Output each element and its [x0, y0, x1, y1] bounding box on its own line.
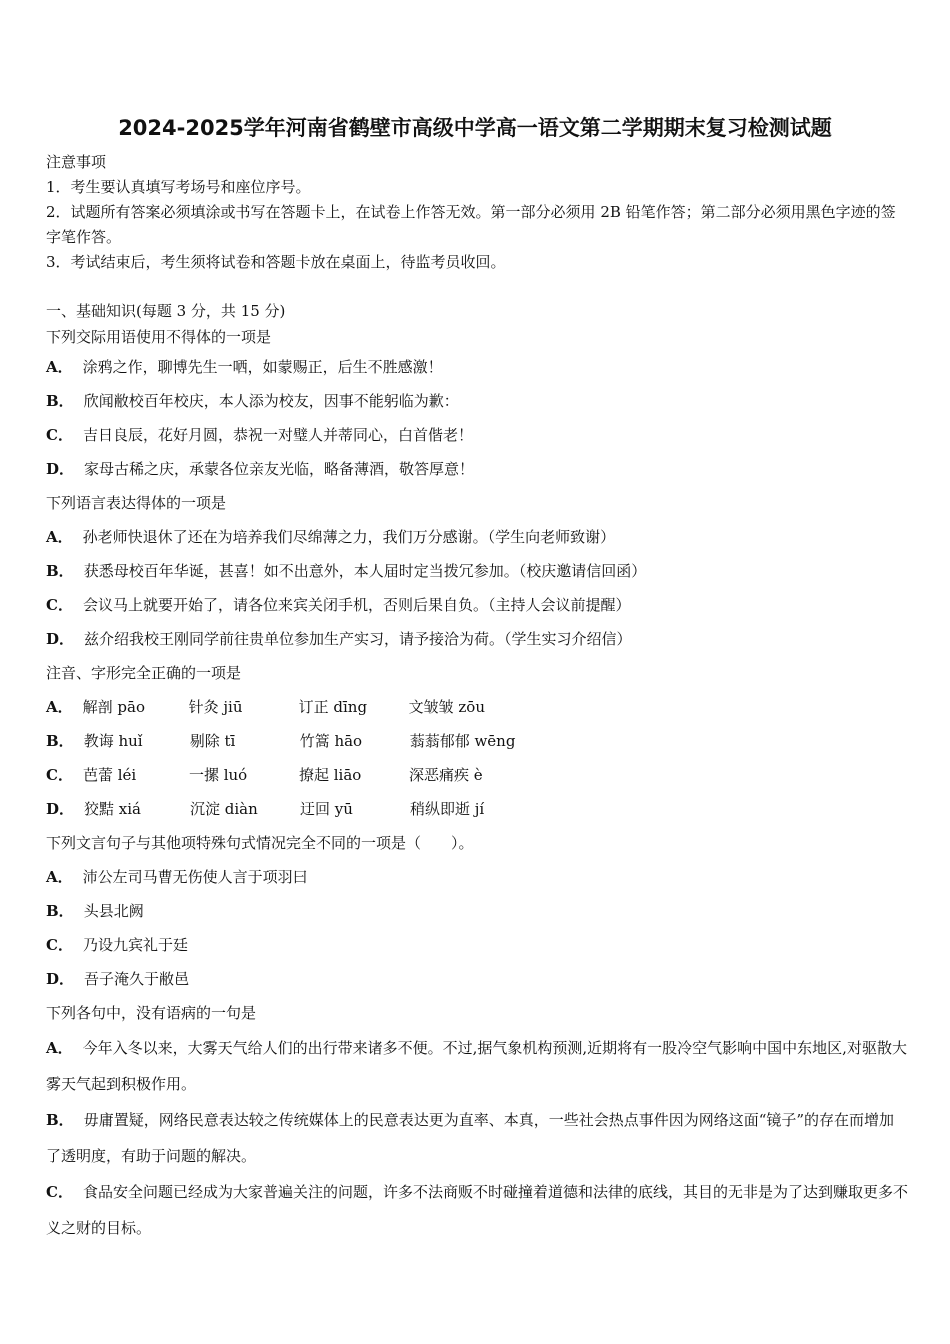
question-stem: 下列文言句子与其他项特殊句式情况完全不同的一项是（ ）。	[46, 834, 474, 852]
option-label: C．	[46, 1183, 73, 1201]
pinyin-item: 蓊蓊郁郁 wēng	[409, 732, 516, 750]
option-label: B．	[46, 392, 74, 410]
option-c	[46, 928, 908, 962]
notice-item: 2．试题所有答案必须填涂或书写在答题卡上，在试卷上作答无效。第一部分必须用 2B 铅笔作答；第二部分必须用黑色字迹的签字笔作答。	[46, 203, 896, 246]
pinyin-item: 竹篙 hāo	[299, 732, 363, 750]
pinyin-item: 稍纵即逝 jí	[410, 800, 485, 818]
page-title: 2024-2025学年河南省鹤壁市高级中学高一语文第二学期期末复习检测试题	[118, 116, 832, 140]
option-a	[46, 520, 908, 554]
option-label: D．	[46, 800, 75, 818]
option-a	[46, 690, 908, 724]
option-text: 孙老师快退休了还在为培养我们尽绵薄之力，我们万分感谢。（学生向老师致谢）	[82, 528, 616, 546]
notice-item: 3．考试结束后，考生须将试卷和答题卡放在桌面上，待监考员收回。	[46, 253, 506, 271]
option-b	[46, 384, 908, 418]
section-basic-knowledge	[46, 298, 908, 1246]
option-text: 吉日良辰，花好月圆，恭祝一对璧人并蒂同心，白首偕老！	[82, 426, 473, 444]
pinyin-item: 一摞 luó	[188, 766, 248, 784]
pinyin-item: 迂回 yū	[300, 800, 353, 818]
question-stem: 下列语言表达得体的一项是	[46, 494, 227, 512]
option-c	[46, 588, 908, 622]
option-label: A．	[46, 358, 73, 376]
pinyin-item: 沉淀 diàn	[190, 800, 258, 818]
option-label: C．	[46, 426, 73, 444]
option-d	[46, 452, 908, 486]
pinyin-item: 剔除 tī	[189, 732, 236, 750]
option-text: 乃设九宾礼于廷	[82, 936, 188, 954]
option-label: A．	[46, 698, 73, 716]
option-c	[46, 1174, 908, 1246]
pinyin-item: 订正 dīng	[298, 698, 368, 716]
option-label: A．	[46, 528, 73, 546]
option-d	[46, 792, 908, 826]
pinyin-item: 文皱皱 zōu	[408, 698, 486, 716]
section-heading: 一、基础知识(每题 3 分，共 15 分)	[46, 302, 286, 320]
option-text: 食品安全问题已经成为大家普遍关注的问题，许多不法商贩不时碰撞着道德和法律的底线，其目的无非是为了达到赚取更多不义之财的目标。	[46, 1183, 908, 1237]
option-text: 获悉母校百年华诞，甚喜！如不出意外，本人届时定当拨冗参加。（校庆邀请信回函）	[83, 562, 647, 580]
question-stem: 注音、字形完全正确的一项是	[46, 664, 242, 682]
option-d	[46, 962, 908, 996]
option-label: D．	[46, 970, 75, 988]
option-c	[46, 418, 908, 452]
option-text: 家母古稀之庆，承蒙各位亲友光临，略备薄酒，敬答厚意！	[84, 460, 475, 478]
question-stem: 下列交际用语使用不得体的一项是	[46, 328, 272, 346]
pinyin-item: 解剖 pāo	[82, 698, 145, 716]
option-b	[46, 724, 908, 758]
question-stem: 下列各句中，没有语病的一句是	[46, 1004, 257, 1022]
pinyin-item: 撩起 liāo	[298, 766, 362, 784]
option-text: 今年入冬以来，大雾天气给人们的出行带来诸多不便。不过,据气象机构预测,近期将有一股冷空气影响中国中东地区,对驱散大雾天气起到积极作用。	[46, 1039, 907, 1093]
notice-item: 1．考生要认真填写考场号和座位序号。	[46, 178, 311, 196]
pinyin-item: 针灸 jiū	[188, 698, 243, 716]
option-a	[46, 860, 908, 894]
option-label: B．	[46, 562, 74, 580]
option-label: B．	[46, 732, 74, 750]
option-text: 吾子淹久于敝邑	[84, 970, 190, 988]
option-d	[46, 622, 908, 656]
pinyin-item: 芭蕾 léi	[82, 766, 137, 784]
option-text: 会议马上就要开始了，请各位来宾关闭手机，否则后果自负。（主持人会议前提醒）	[82, 596, 631, 614]
option-label: B．	[46, 1111, 74, 1129]
option-label: B．	[46, 902, 74, 920]
option-b	[46, 894, 908, 928]
option-text: 欣闻敝校百年校庆，本人添为校友，因事不能躬临为歉：	[83, 392, 459, 410]
option-label: A．	[46, 868, 73, 886]
notice-heading: 注意事项	[46, 153, 107, 171]
option-c	[46, 758, 908, 792]
pinyin-item: 狡黠 xiá	[84, 800, 141, 818]
option-a	[46, 1030, 908, 1102]
pinyin-item: 深恶痛疾 è	[408, 766, 483, 784]
option-label: D．	[46, 630, 75, 648]
option-b	[46, 1102, 908, 1174]
option-label: C．	[46, 596, 73, 614]
option-text: 头县北阙	[83, 902, 144, 920]
option-text: 毋庸置疑，网络民意表达较之传统媒体上的民意表达更为直率、本真，一些社会热点事件因为网络这面“镜子”的存在而增加了透明度，有助于问题的解决。	[46, 1111, 895, 1165]
notice-block	[46, 150, 908, 275]
option-a	[46, 350, 908, 384]
option-b	[46, 554, 908, 588]
option-label: C．	[46, 936, 73, 954]
pinyin-item: 教诲 huǐ	[83, 732, 143, 750]
option-text: 沛公左司马曹无伤使人言于项羽曰	[82, 868, 308, 886]
option-text: 兹介绍我校王刚同学前往贵单位参加生产实习，请予接洽为荷。（学生实习介绍信）	[84, 630, 632, 648]
option-label: D．	[46, 460, 75, 478]
option-label: C．	[46, 766, 73, 784]
option-text: 涂鸦之作，聊博先生一哂，如蒙赐正，后生不胜感激！	[82, 358, 443, 376]
option-label: A．	[46, 1039, 73, 1057]
